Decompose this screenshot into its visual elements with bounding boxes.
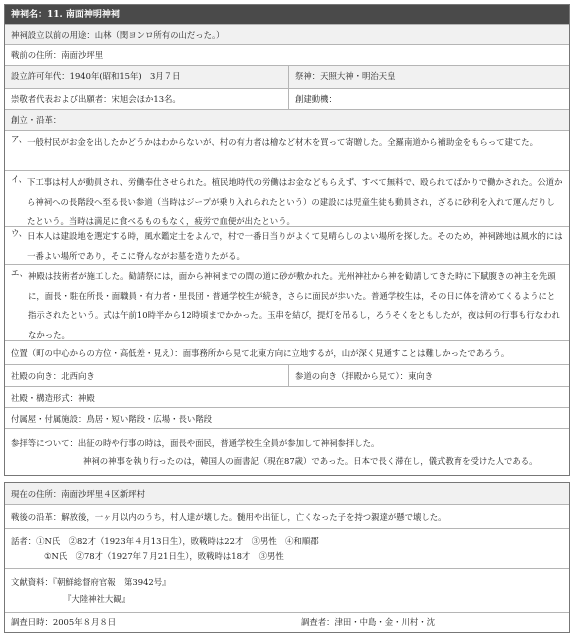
history-text: 日本人は建設地を選定する時，風水鑑定士をよんで，村で一番日当りがよくて見晴らしのよい場所を探した。そのため，神祠跡地は風水的には一番よい場所であり，そこに脊んながお墓を造りたがる。 [27,231,563,261]
permit-value: 1940年(昭和15年) 3月７日 [69,71,181,81]
shrine-title-label: 神祠名： [11,10,48,20]
speakers-row [5,529,569,569]
structure-label: 社殿・構造形式： [11,393,78,403]
worshipper-label: 崇敬者代表および出願者： [11,94,112,104]
location-label: 位置（町の中心からの方位・高低差・見え）： [11,348,183,358]
source-2: 『大陸神社大観』 [63,594,130,604]
prewar-address-label: 戦前の住所： [11,50,62,60]
postwar-label: 戦後の沿革： [11,512,62,522]
survey-row [5,613,569,632]
facing-value: 北西向き [61,371,95,381]
history-item-d [5,265,569,341]
structure-row [5,387,569,408]
worship-line-2: 神祠の神事を執り行ったのは，韓国人の面書記（現在87歳）であった。日本で長く滞在し，儀式教育を受けた人である。 [83,456,538,466]
postwar-history-row [5,505,569,529]
speaker-2: ①N氏 ②78才（1927年７月21日生），敗戦時は18才 ③男性 [44,551,284,561]
facilities-row [5,408,569,429]
history-item-b [5,171,569,227]
speaker-1: ①N氏 ②82才（1923年４月13日生），敗戦時は22才 ③男性 ④和順郡 [36,536,319,546]
history-item-c [5,227,569,265]
facilities-label: 付属屋・付属施設： [11,414,87,424]
worshipper-cell [5,89,289,109]
permit-deity-row [5,66,569,89]
shrine-title-bar [5,5,569,25]
approach-label: 参道の向き（拝殿から見て）： [295,371,409,381]
current-address-row [5,483,569,505]
motive-cell [289,89,569,109]
history-text: 下工事は村人が動員され、労働奉仕させられた。植民地時代の労働はお金などもらえず、すべて無料で、殴られてばかりで働かされた。公道から神祠への長階段へ至る長い参道（当時はジープが乗り入れられたという）の建設には児童生徒も動員され，ざるに砂利を入れて運んだりしたという。当時は満足に食べるものもなく，疲労で血便が出たという。 [27,177,563,227]
approach-value: 東向き [408,371,434,381]
facilities-value: 鳥居・短い階段・広場・長い階段 [86,414,212,424]
structure-value: 神殿 [78,393,95,403]
postwar-value: 解放後，一ヶ月以内のうち，村人達が壊した。髄用や出征し，亡くなった子を持つ親達が懸で壊した。 [61,512,447,522]
worship-row [5,429,569,475]
location-value: 面事務所から見て北東方向に立地するが，山が深く見通すことは難しかったであろう。 [182,348,510,358]
deity-cell [289,66,569,88]
speakers-label: 話者： [11,536,37,546]
sources-row [5,569,569,613]
deity-value: 天照大神・明治天皇 [320,71,396,81]
permit-cell [5,66,289,88]
survey-date-value: 2005年８月８日 [52,617,117,627]
history-text: 神殿は技術者が施工した。勧請祭には，面から神祠までの間の道に砂が敷かれた。光州神社から神を勧請してきた時に下賦腹きの神主を先頭に，面長・駐在所長・面職員・有力者・里長団・普通学校生が続き，さらに面民が歩いた。普通学校生は，その日に体を清めてくるようにと指示されたという。式は午前10時半から12時頃までかかった。玉串を結び，提灯を吊るし，ろうそくをともしたが，夜は何の行事も行なわれなかった。 [28,271,560,340]
current-address-label: 現在の住所： [11,489,62,499]
history-mark: ウ、 [11,228,28,238]
location-row [5,341,569,365]
history-label: 創立・沿革： [11,115,62,125]
pre-use-label: 神祠設立以前の用途： [11,30,95,40]
worship-label: 参拝等について： [11,438,78,448]
surveyors-label: 調査者： [301,617,335,627]
history-mark: エ、 [11,268,29,278]
surveyors-cell [295,613,569,632]
worshipper-motive-row [5,89,569,110]
survey-date-label: 調査日時： [11,617,53,627]
motive-label: 創建動機： [295,94,337,104]
approach-cell [289,365,569,386]
current-address-value: 南面沙坪里４区新坪村 [61,489,145,499]
postwar-section [4,482,570,633]
permit-label: 設立許可年代： [11,71,70,81]
history-mark: ア、 [11,134,28,144]
pre-use-row [5,25,569,45]
facing-label: 社殿の向き： [11,371,62,381]
source-1: 『朝鮮総督府官報 第3942号』 [52,577,171,587]
history-item-a [5,131,569,171]
history-heading-row [5,110,569,131]
facing-cell [5,365,289,386]
shrine-record-sheet [4,4,570,633]
shrine-name: 南面神明神祠 [65,10,120,20]
history-text: 一般村民がお金を出したかどうかはわからないが、村の有力者は檜など材木を買って寄贈した。全羅南道から補助金をもらって建てた。 [27,137,538,147]
sources-label: 文献資料： [11,577,53,587]
prewar-section [4,4,570,476]
facing-row [5,365,569,387]
survey-date-cell [5,613,295,632]
pre-use-value: 山林（閔ヨンロ所有の山だった。） [94,30,225,40]
deity-label: 祭神： [295,71,321,81]
prewar-address-row [5,45,569,66]
worshipper-value: 宋旭会ほか13名。 [111,94,181,104]
shrine-number: 11. [47,10,63,20]
history-mark: イ、 [11,174,27,184]
surveyors-value: 津田・中島・金・川村・沈 [334,617,435,627]
worship-line-1: 出征の時や行事の時は，面長や面民，普通学校生全員が参加して神祠参拝した。 [77,438,380,448]
prewar-address-value: 南面沙坪里 [61,50,104,60]
